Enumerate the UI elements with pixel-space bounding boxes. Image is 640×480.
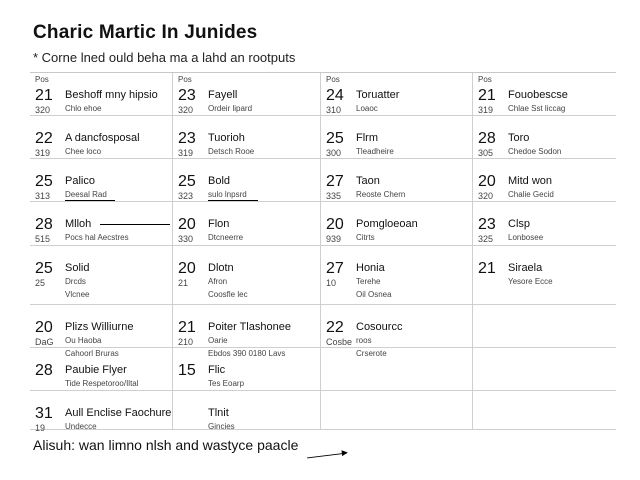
chart-cell	[173, 246, 321, 305]
entry-subtitle: Loaoc	[356, 104, 378, 113]
previous-position: 10	[326, 278, 337, 288]
page-subtitle: * Corne lned ould beha ma a lahd an rootputs	[33, 50, 296, 65]
chart-cell	[321, 159, 473, 202]
chart-cell	[321, 116, 473, 159]
previous-position: 319	[35, 148, 51, 158]
previous-position: 319	[178, 148, 194, 158]
entry-name: Poiter Tlashonee	[208, 321, 291, 333]
position-number: 22	[326, 319, 344, 336]
previous-position: 320	[35, 105, 51, 115]
position-number: 23	[478, 216, 496, 233]
pos-header: Pos	[35, 75, 49, 84]
previous-position: 210	[178, 337, 194, 347]
entry-name: Honia	[356, 262, 385, 274]
entry-subtitle: Terehe	[356, 277, 381, 286]
previous-position: Cosbe	[326, 337, 353, 347]
previous-position: 310	[326, 105, 342, 115]
position-number: 20	[178, 216, 196, 233]
entry-subtitle: Chee loco	[65, 147, 102, 156]
underline-mark	[208, 200, 258, 201]
position-number: 21	[178, 319, 196, 336]
chart-cell	[173, 391, 321, 430]
entry-name: Siraela	[508, 262, 543, 274]
entry-subtitle: Ordeir lipard	[208, 104, 253, 113]
previous-position: 330	[178, 234, 194, 244]
position-number: 21	[478, 260, 496, 277]
chart-cell	[473, 246, 616, 305]
pos-header: Pos	[178, 75, 192, 84]
entry-name: Tuorioh	[208, 132, 245, 144]
entry-subtitle: Lonbosee	[508, 233, 544, 242]
previous-position: 25	[35, 278, 46, 288]
entry-name: Toruatter	[356, 89, 400, 101]
chart-cell	[173, 73, 321, 116]
previous-position: 300	[326, 148, 342, 158]
chart-cell	[30, 116, 173, 159]
chart-cell	[173, 202, 321, 246]
entry-subtitle: Oarie	[208, 336, 228, 345]
previous-position: 323	[178, 191, 194, 201]
position-number: 27	[326, 173, 344, 190]
entry-name: Fouobescse	[508, 89, 568, 101]
chart-cell	[30, 202, 173, 246]
position-number: 24	[326, 87, 344, 104]
chart-cell	[30, 73, 173, 116]
chart-cell	[473, 159, 616, 202]
chart-cell	[473, 202, 616, 246]
entry-name: Flic	[208, 364, 226, 376]
position-number: 20	[178, 260, 196, 277]
entry-subtitle: Pocs hal Aecstres	[65, 233, 129, 242]
pos-header: Pos	[478, 75, 492, 84]
entry-name: Clsp	[508, 218, 531, 230]
previous-position: 19	[35, 423, 46, 433]
previous-position: 515	[35, 234, 51, 244]
entry-subtitle: Tes Eoarp	[208, 379, 245, 388]
entry-subtitle: Tide Respetoroo/Iltal	[65, 379, 139, 388]
chart-cell	[473, 348, 616, 391]
entry-name: Plizs Williurne	[65, 321, 134, 333]
position-number: 25	[178, 173, 196, 190]
previous-position: 305	[478, 148, 494, 158]
position-number: 22	[35, 130, 53, 147]
entry-name: Bold	[208, 175, 231, 187]
chart-grid	[30, 72, 616, 433]
position-number: 27	[326, 260, 344, 277]
arrow-icon	[307, 453, 347, 459]
previous-position: 21	[178, 278, 189, 288]
previous-position: 335	[326, 191, 342, 201]
entry-name: A dancfosposal	[65, 132, 140, 144]
page-title: Charic Martic In Junides	[33, 22, 258, 43]
entry-subtitle: Afron	[208, 277, 228, 286]
entry-subtitle: Tleadheire	[356, 147, 394, 156]
position-number: 20	[326, 216, 344, 233]
chart-cell	[30, 391, 173, 433]
previous-position: 313	[35, 191, 51, 201]
position-number: 21	[478, 87, 496, 104]
position-number: 23	[178, 130, 196, 147]
entry-name: Pomgloeoan	[356, 218, 418, 230]
entry-subtitle: Drcds	[65, 277, 86, 286]
arrow-icon	[100, 224, 170, 225]
position-number: 28	[35, 362, 53, 379]
entry-subtitle: Ou Haoba	[65, 336, 102, 345]
entry-subtitle: sulo lnpsrd	[208, 190, 247, 199]
entry-subtitle: Dtcneerre	[208, 233, 244, 242]
pos-header: Pos	[326, 75, 340, 84]
position-number: 25	[35, 173, 53, 190]
entry-subtitle: Detsch Rooe	[208, 147, 255, 156]
previous-position: DaG	[35, 337, 54, 347]
entry-extra: Vlcnee	[65, 290, 90, 299]
entry-subtitle: Gincies	[208, 422, 235, 431]
entry-subtitle: Chalie Gecid	[508, 190, 554, 199]
entry-subtitle: Yesore Ecce	[508, 277, 553, 286]
position-number: 25	[35, 260, 53, 277]
chart-cell	[321, 348, 473, 391]
position-number: 15	[178, 362, 196, 379]
position-number: 28	[478, 130, 496, 147]
chart-cell	[173, 159, 321, 202]
chart-cell	[173, 348, 321, 391]
entry-extra: Oil Osnea	[356, 290, 392, 299]
entry-subtitle: roos	[356, 336, 372, 345]
entry-subtitle: Citrts	[356, 233, 375, 242]
entry-name: Tlnit	[208, 407, 229, 419]
entry-name: Beshoff mny hipsio	[65, 89, 158, 101]
entry-extra: Cahoorl Bruras	[65, 349, 119, 358]
entry-subtitle: Undecce	[65, 422, 97, 431]
entry-name: Toro	[508, 132, 530, 144]
entry-subtitle: Chedoe Sodon	[508, 147, 562, 156]
position-number: 20	[35, 319, 53, 336]
entry-name: Aull Enclise Faochure	[65, 407, 172, 419]
entry-name: Mlloh	[65, 218, 92, 230]
chart-cell	[473, 73, 616, 116]
chart-cell	[173, 116, 321, 159]
chart-cell	[173, 305, 321, 358]
position-number: 28	[35, 216, 53, 233]
chart-cell	[30, 246, 173, 305]
position-number: 21	[35, 87, 53, 104]
entry-name: Fayell	[208, 89, 238, 101]
chart-cell	[30, 159, 173, 202]
chart-cell	[473, 391, 616, 430]
previous-position: 939	[326, 234, 342, 244]
entry-name: Paubie Flyer	[65, 364, 127, 376]
previous-position: 319	[478, 105, 494, 115]
entry-subtitle: Chlae Sst liccag	[508, 104, 566, 113]
entry-extra: Ebdos 390 0180 Lavs	[208, 349, 286, 358]
entry-name: Flrm	[356, 132, 378, 144]
position-number: 20	[478, 173, 496, 190]
entry-subtitle: Chlo ehoe	[65, 104, 102, 113]
chart-cell	[473, 305, 616, 348]
entry-extra: Crserote	[356, 349, 387, 358]
chart-cell	[321, 246, 473, 305]
entry-name: Cosourcc	[356, 321, 403, 333]
chart-cell	[321, 391, 473, 430]
position-number: 23	[178, 87, 196, 104]
entry-name: Flon	[208, 218, 230, 230]
position-number: 25	[326, 130, 344, 147]
entry-name: Solid	[65, 262, 90, 274]
chart-cell	[321, 305, 473, 358]
entry-subtitle: Deesal Rad	[65, 190, 107, 199]
chart-cell	[473, 116, 616, 159]
entry-name: Dlotn	[208, 262, 234, 274]
chart-cell	[321, 73, 473, 116]
entry-name: Taon	[356, 175, 380, 187]
entry-name: Palico	[65, 175, 95, 187]
chart-cell	[321, 202, 473, 246]
underline-mark	[65, 200, 115, 201]
footer-note: Alisuh: wan limno nlsh and wastyce paacle	[33, 437, 299, 453]
chart-cell	[30, 305, 173, 358]
position-number: 31	[35, 405, 53, 422]
previous-position: 325	[478, 234, 494, 244]
entry-name: Mitd won	[508, 175, 553, 187]
entry-extra: Coosfle lec	[208, 290, 248, 299]
previous-position: 320	[178, 105, 194, 115]
chart-cell	[30, 348, 173, 391]
previous-position: 320	[478, 191, 494, 201]
entry-subtitle: Reoste Chern	[356, 190, 406, 199]
